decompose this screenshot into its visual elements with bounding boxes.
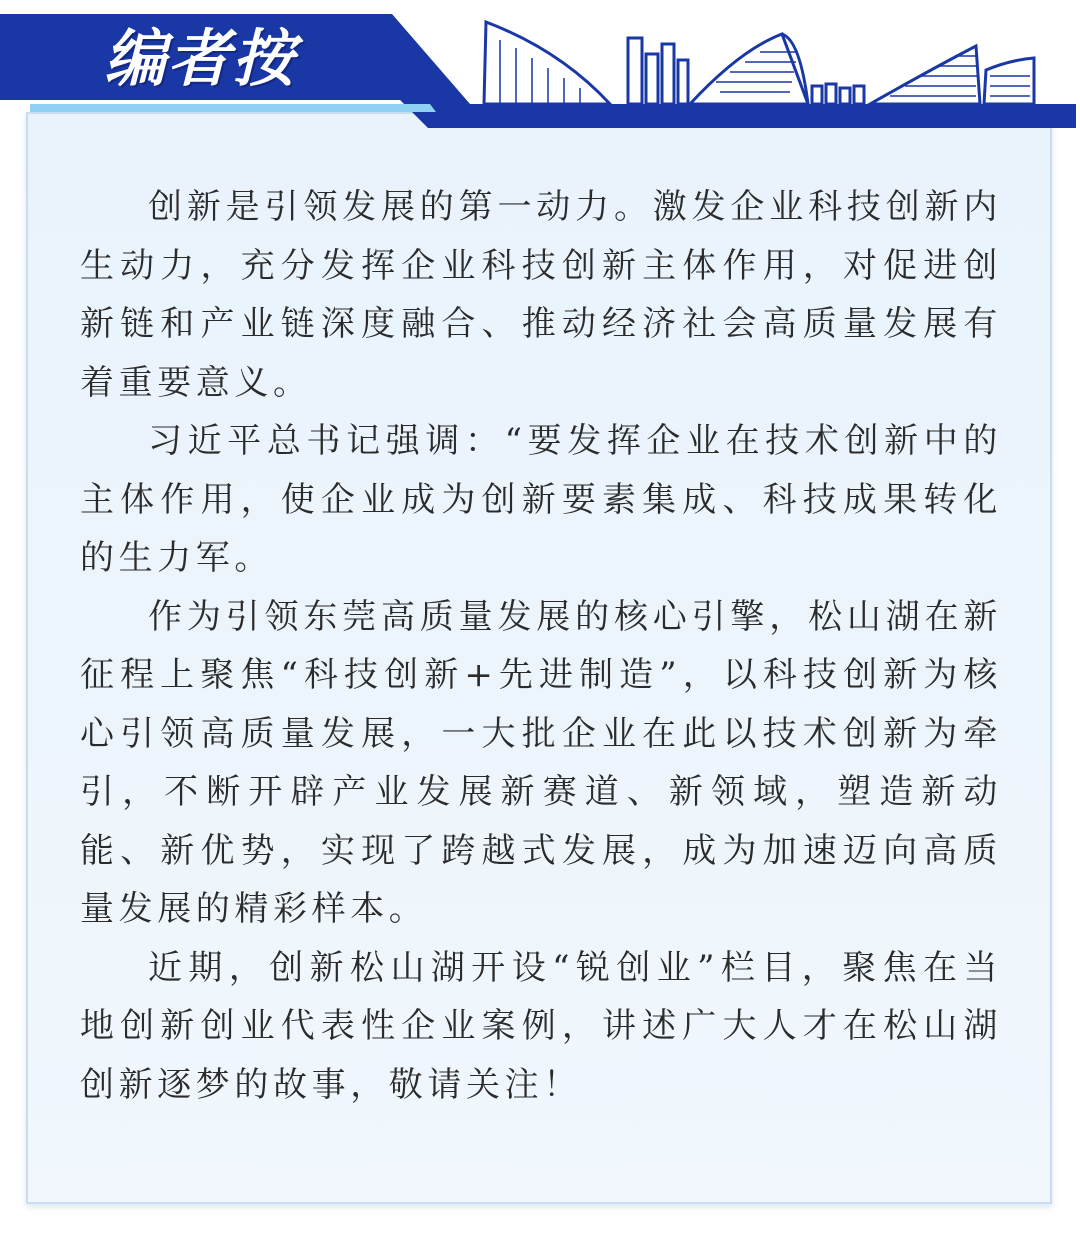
article-body — [80, 178, 1002, 1114]
paragraph: 习近平总书记强调：“要发挥企业在技术创新中的主体作用，使企业成为创新要素集成、科技成果转化的生力军。 — [80, 421, 1002, 578]
header-banner — [0, 0, 1080, 140]
banner-accent-stripe — [30, 104, 436, 112]
page-title: 编者按 — [104, 22, 297, 95]
paragraph: 作为引领东莞高质量发展的核心引擎，松山湖在新征程上聚焦“科技创新+先进制造”，以科技创新为核心引领高质量发展，一大批企业在此以技术创新为牵引，不断开辟产业发展新赛道、新领域，塑造新动能、新优势，实现了跨越式发展，成为加速迈向高质量发展的精彩样本。 — [80, 596, 1002, 929]
paragraph: 创新是引领发展的第一动力。激发企业科技创新内生动力，充分发挥企业科技创新主体作用，对促进创新链和产业链深度融合、推动经济社会高质量发展有着重要意义。 — [80, 187, 1002, 403]
paragraph: 近期，创新松山湖开设“锐创业”栏目，聚焦在当地创新创业代表性企业案例，讲述广大人才在松山湖创新逐梦的故事，敬请关注！ — [80, 947, 1002, 1105]
